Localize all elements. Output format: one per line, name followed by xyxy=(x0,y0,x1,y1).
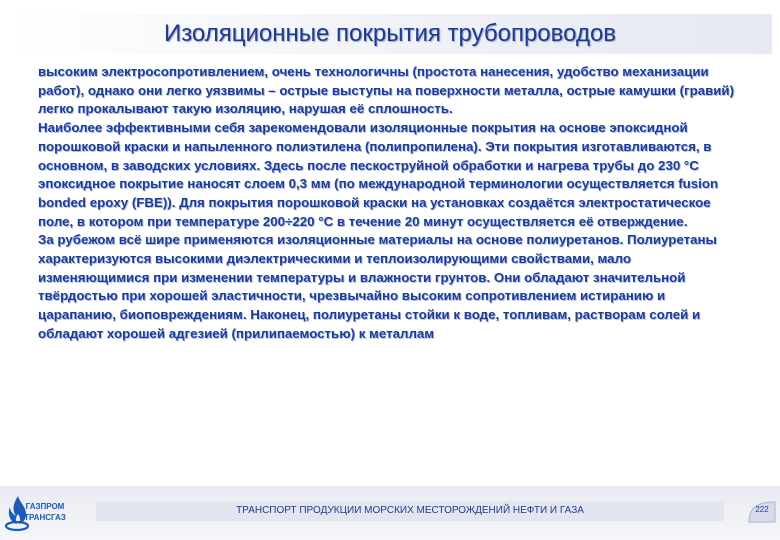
paragraph: За рубежом всё шире применяются изоляционные материалы на основе полиуретанов. Полиуретаны характеризуются высокими диэлектрическими и теплоизолирующими свойствами, мало изменяющимися при изменении температуры и влажности грунтов. Они обладают значительной твёрдостью при хорошей эластичности, чрезвычайно высоким сопротивлением истиранию и царапанию, биоповреждениям. Наконец, полиуретаны стойки к воде, топливам, растворам солей и обладают хорошей адгезией (прилипаемостью) к металлам xyxy=(38,232,717,341)
paragraph: высоким электросопротивлением, очень технологичны (простота нанесения, удобство механизации работ), однако они легко уязвимы – острые выступы на поверхности металла, острые камушки (гравий) легко прокалывают такую изоляцию, нарушая её сплошность. xyxy=(38,64,735,117)
page-number: 222 xyxy=(755,505,769,514)
logo-text: ГАЗПРОМ xyxy=(25,502,65,511)
logo-text: ТРАНСГАЗ xyxy=(24,513,66,522)
paragraph: Наиболее эффективными себя зарекомендовали изоляционные покрытия на основе эпоксидной порошковой краски и напыленного полиэтилена (полипропилена). Эти покрытия изготавливаются, в основном, в заводских условиях. Здесь после пескоструйной обработки и нагрева трубы до 230 °С эпоксидное покрытие наносят слоем 0,3 мм (по международной терминологии осуществляется fusion bonded epoxy (FBE)). Для покрытия порошковой краски на установках создаётся электростатическое поле, в котором при температуре 200÷220 °С в течение 20 минут осуществляется её отверждение. xyxy=(38,120,719,229)
slide-title: Изоляционные покрытия трубопроводов xyxy=(163,20,617,47)
footer-caption: ТРАНСПОРТ ПРОДУКЦИИ МОРСКИХ МЕСТОРОЖДЕНИЙ НЕФТИ И ГАЗА xyxy=(96,501,724,521)
gazprom-logo-icon xyxy=(4,490,66,534)
slide-body xyxy=(38,63,738,344)
